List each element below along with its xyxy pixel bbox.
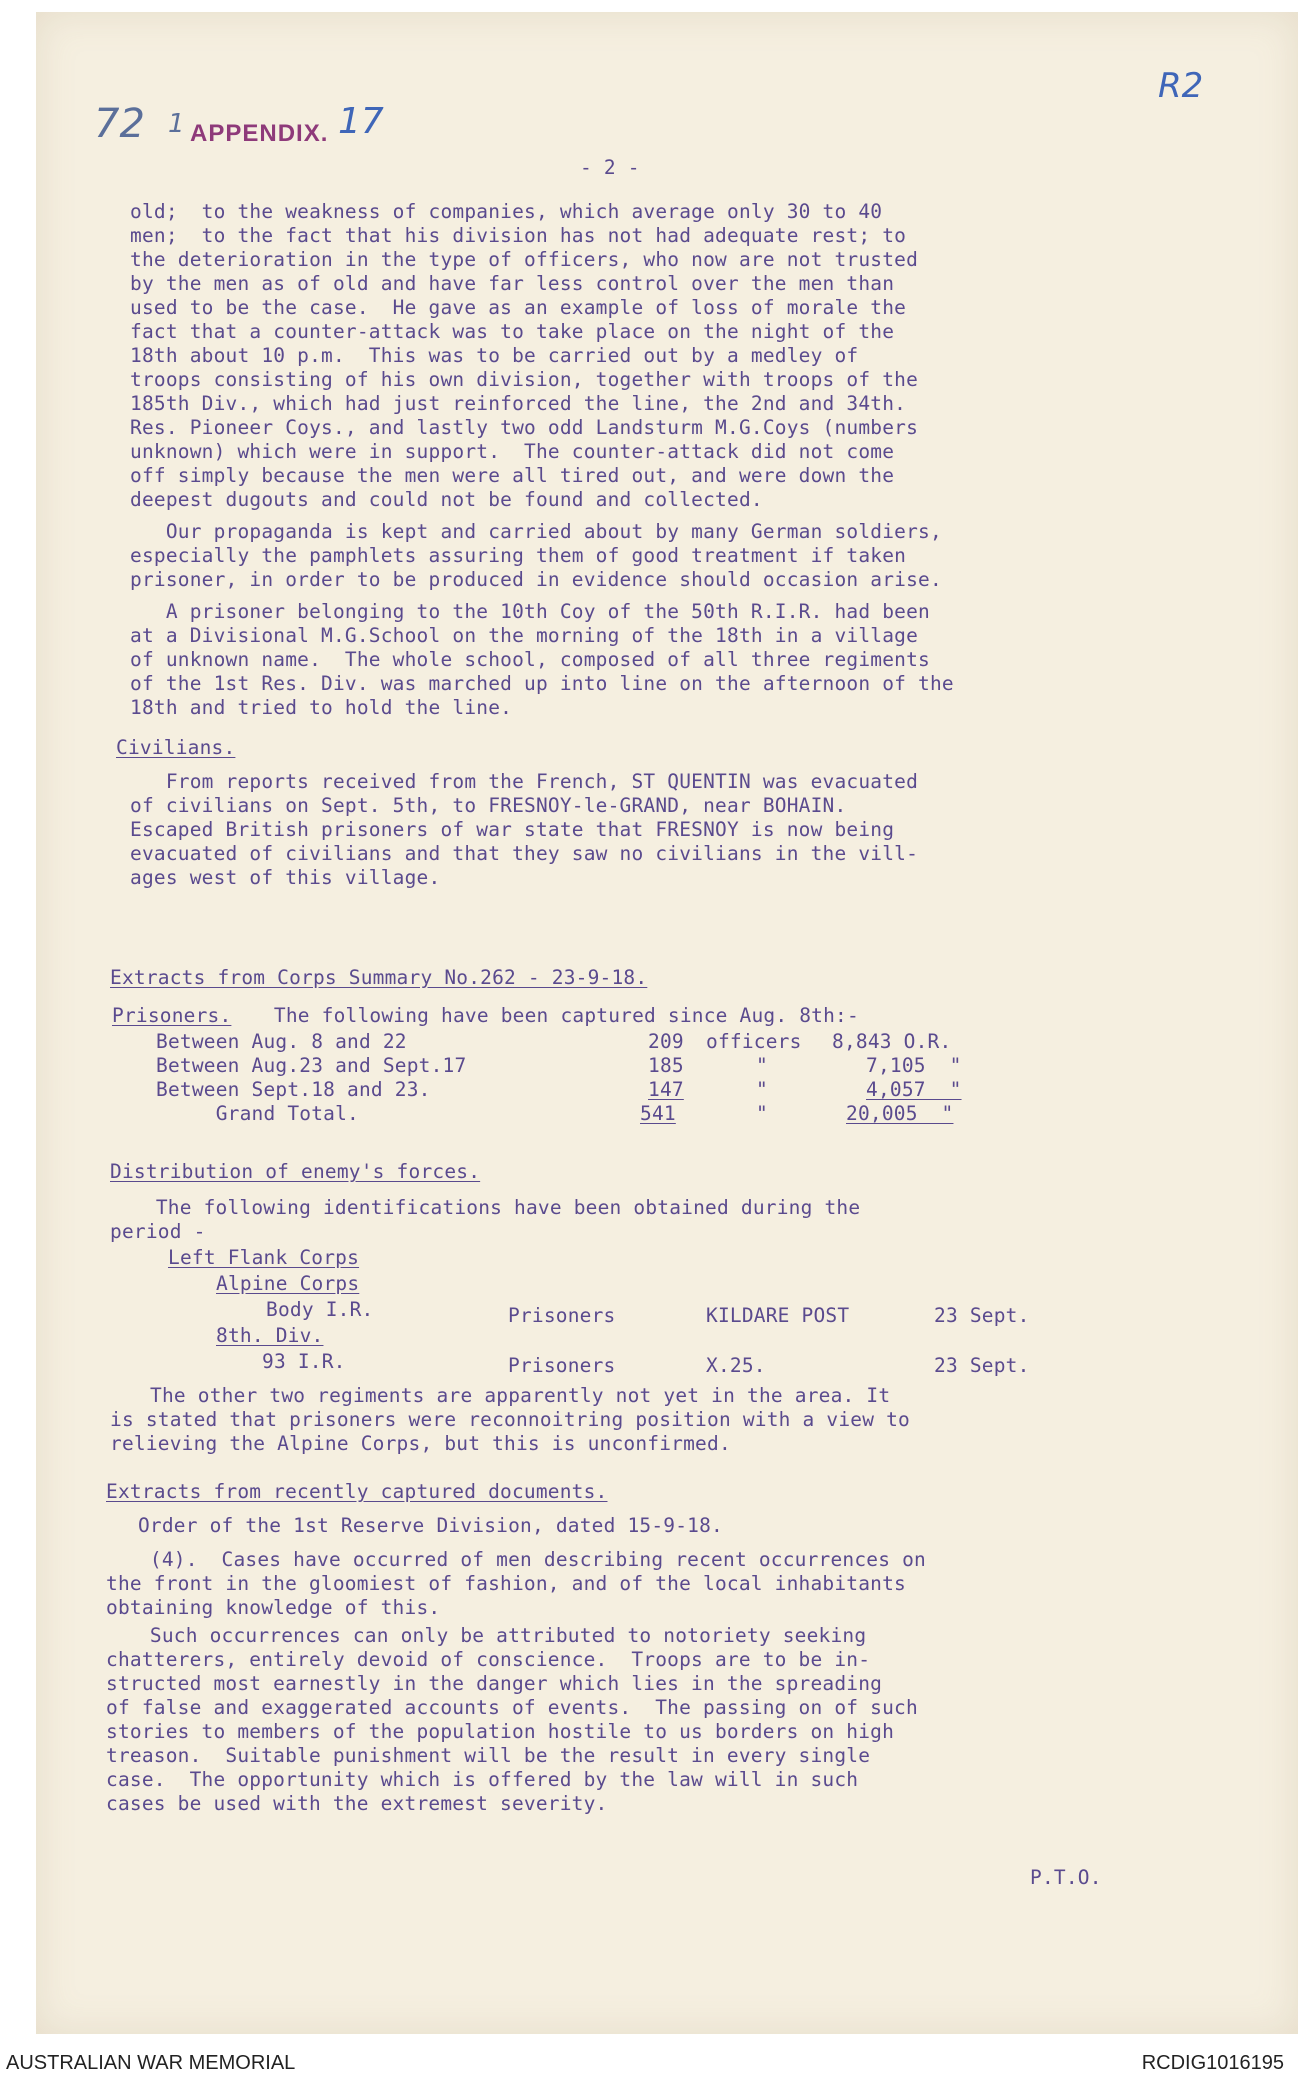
text-line: treason. Suitable punishment will be the result in every single bbox=[106, 1744, 871, 1767]
hand-corner-mark: R2 bbox=[1158, 66, 1204, 106]
text-line: off simply because the men were all tired out, and were down the bbox=[130, 464, 895, 487]
pto-note: P.T.O. bbox=[1030, 1866, 1102, 1889]
prisoners-period: Between Sept.18 and 23. bbox=[156, 1078, 431, 1101]
text-line: old; to the weakness of companies, which average only 30 to 40 bbox=[130, 200, 883, 223]
text-line: Our propaganda is kept and carried about by many German soldiers, bbox=[130, 520, 942, 543]
prisoners-officers-word: " bbox=[756, 1054, 768, 1077]
prisoners-period: Grand Total. bbox=[156, 1102, 359, 1125]
prisoners-officers: 209 bbox=[648, 1030, 684, 1053]
prisoners-intro: The following have been captured since Aug. 8th:- bbox=[250, 1004, 859, 1027]
unit-name: Body I.R. bbox=[266, 1298, 374, 1321]
text-line: relieving the Alpine Corps, but this is unconfirmed. bbox=[110, 1432, 731, 1455]
text-line: A prisoner belonging to the 10th Coy of the 50th R.I.R. had been bbox=[130, 600, 930, 623]
text-line: Escaped British prisoners of war state that FRESNOY is now being bbox=[130, 818, 895, 841]
text-line: used to be the case. He gave as an example of loss of morale the bbox=[130, 296, 907, 319]
unit-date: 23 Sept. bbox=[934, 1354, 1030, 1377]
left-flank-corps: Left Flank Corps bbox=[168, 1246, 360, 1269]
text-line: deepest dugouts and could not be found and collected. bbox=[130, 488, 763, 511]
text-line: by the men as of old and have far less control over the men than bbox=[130, 272, 895, 295]
text-line: 18th about 10 p.m. This was to be carried out by a medley of bbox=[130, 344, 859, 367]
text-line: at a Divisional M.G.School on the morning of the 18th in a village bbox=[130, 624, 919, 647]
prisoners-period: Between Aug. 8 and 22 bbox=[156, 1030, 407, 1053]
text-line: 18th and tried to hold the line. bbox=[130, 696, 513, 719]
footer-institution: AUSTRALIAN WAR MEMORIAL bbox=[6, 2052, 296, 2074]
text-line: The other two regiments are apparently not yet in the area. It bbox=[150, 1384, 891, 1407]
prisoners-officers-word: " bbox=[756, 1078, 768, 1101]
unit-source: Prisoners bbox=[508, 1354, 616, 1377]
text-line: of civilians on Sept. 5th, to FRESNOY-le-GRAND, near BOHAIN. bbox=[130, 794, 847, 817]
archive-footer bbox=[0, 2042, 1298, 2082]
text-line: of unknown name. The whole school, composed of all three regiments bbox=[130, 648, 930, 671]
text-line: unknown) which were in support. The counter-attack did not come bbox=[130, 440, 895, 463]
footer-reference: RCDIG1016195 bbox=[1141, 2052, 1284, 2074]
prisoners-officers: 185 bbox=[648, 1054, 684, 1077]
text-line: men; to the fact that his division has not had adequate rest; to bbox=[130, 224, 907, 247]
prisoners-officers-word: officers bbox=[706, 1030, 802, 1053]
text-line: ages west of this village. bbox=[130, 866, 441, 889]
corps-summary-heading: Extracts from Corps Summary No.262 - 23-9-18. bbox=[110, 966, 648, 989]
distribution-heading: Distribution of enemy's forces. bbox=[110, 1160, 481, 1183]
prisoners-or: 7,105 " bbox=[866, 1054, 962, 1077]
text-line: Such occurrences can only be attributed to notoriety seeking bbox=[126, 1624, 867, 1647]
order-line: Order of the 1st Reserve Division, dated 15-9-18. bbox=[126, 1514, 723, 1537]
text-line: prisoner, in order to be produced in evidence should occasion arise. bbox=[130, 568, 942, 591]
text-line: Res. Pioneer Coys., and lastly two odd Landsturm M.G.Coys (numbers bbox=[130, 416, 919, 439]
hand-number: 72 bbox=[94, 101, 145, 147]
text-line: period - bbox=[110, 1220, 206, 1243]
prisoners-label: Prisoners. bbox=[112, 1004, 232, 1027]
alpine-corps: Alpine Corps bbox=[216, 1272, 360, 1295]
text-line: From reports received from the French, ST QUENTIN was evacuated bbox=[130, 770, 919, 793]
prisoners-period: Between Aug.23 and Sept.17 bbox=[156, 1054, 467, 1077]
prisoners-or: 20,005 " bbox=[846, 1102, 954, 1125]
appendix-stamp: APPENDIX. bbox=[190, 120, 329, 147]
unit-source: Prisoners bbox=[508, 1304, 616, 1327]
text-line: 185th Div., which had just reinforced the line, the 2nd and 34th. bbox=[130, 392, 907, 415]
text-line: especially the pamphlets assuring them of good treatment if taken bbox=[130, 544, 907, 567]
text-line: of false and exaggerated accounts of events. The passing on of such bbox=[106, 1696, 918, 1719]
unit-date: 23 Sept. bbox=[934, 1304, 1030, 1327]
hand-appendix-number: 17 bbox=[338, 101, 384, 142]
hand-prefix: 1 bbox=[168, 109, 185, 139]
text-line: the deterioration in the type of officers, who now are not trusted bbox=[130, 248, 919, 271]
text-line: chatterers, entirely devoid of conscience. Troops are to be in- bbox=[106, 1648, 871, 1671]
text-line: troops consisting of his own division, together with troops of the bbox=[130, 368, 919, 391]
prisoners-or: 8,843 O.R. bbox=[832, 1030, 952, 1053]
prisoners-officers: 541 bbox=[640, 1102, 676, 1125]
text-line: fact that a counter-attack was to take place on the night of the bbox=[130, 320, 895, 343]
text-line: evacuated of civilians and that they saw no civilians in the vill- bbox=[130, 842, 919, 865]
text-line: (4). Cases have occurred of men describing recent occurrences on bbox=[126, 1548, 926, 1571]
eighth-division: 8th. Div. bbox=[216, 1324, 324, 1347]
text-line: cases be used with the extremest severity. bbox=[106, 1792, 608, 1815]
prisoners-officers-word: " bbox=[756, 1102, 768, 1125]
text-line: of the 1st Res. Div. was marched up into line on the afternoon of the bbox=[130, 672, 954, 695]
prisoners-officers: 147 bbox=[648, 1078, 684, 1101]
text-line: case. The opportunity which is offered by the law will in such bbox=[106, 1768, 859, 1791]
unit-place: X.25. bbox=[706, 1354, 766, 1377]
page-number: - 2 - bbox=[580, 156, 640, 179]
text-line: the front in the gloomiest of fashion, and of the local inhabitants bbox=[106, 1572, 906, 1595]
unit-place: KILDARE POST bbox=[706, 1304, 850, 1327]
text-line: The following identifications have been obtained during the bbox=[120, 1196, 861, 1219]
civilians-heading: Civilians. bbox=[116, 736, 236, 759]
prisoners-or: 4,057 " bbox=[866, 1078, 962, 1101]
text-line: structed most earnestly in the danger which lies in the spreading bbox=[106, 1672, 883, 1695]
text-line: obtaining knowledge of this. bbox=[106, 1596, 441, 1619]
unit-name: 93 I.R. bbox=[262, 1350, 346, 1373]
text-line: stories to members of the population hostile to us borders on high bbox=[106, 1720, 895, 1743]
documents-heading: Extracts from recently captured documents. bbox=[106, 1480, 608, 1503]
text-line: is stated that prisoners were reconnoitring position with a view to bbox=[110, 1408, 910, 1431]
